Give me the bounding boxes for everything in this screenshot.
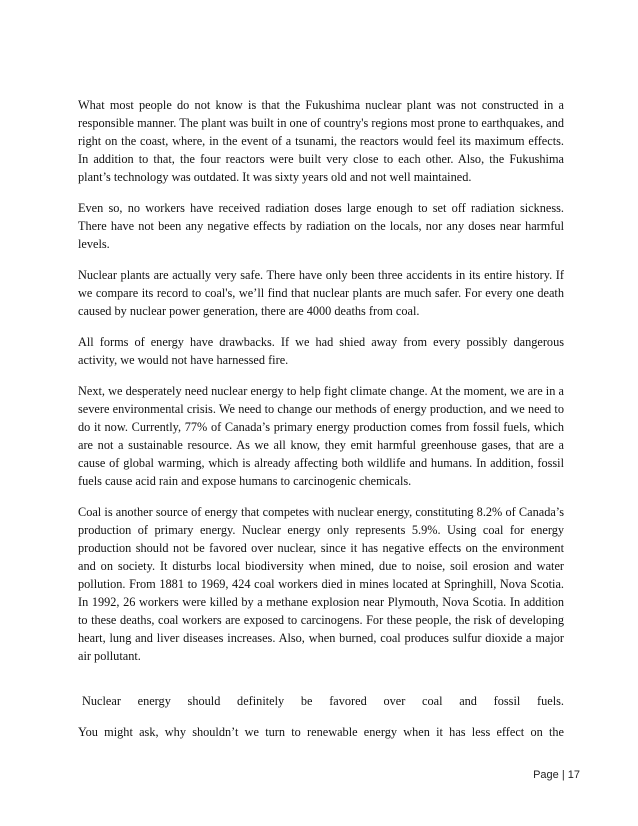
body-text: [78, 96, 564, 754]
paragraph-climate-change: Next, we desperately need nuclear energy to help fight climate change. At the moment, we are in a severe environmental crisis. We need to change our methods of energy production, and we need to do it now. Currently, 77% of Canada’s primary energy production comes from fossil fuels, which are not a sustainable resource. As we all know, they emit harmful greenhouse gases, that are a cause of global warming, which is already affecting both wildlife and humans. In addition, fossil fuels cause acid rain and expose humans to carcinogenic chemicals.: [78, 384, 564, 488]
paragraph-energy-drawbacks: All forms of energy have drawbacks. If we had shied away from every possibly dangerous activity, we would not have harnessed fire.: [78, 335, 564, 367]
paragraph-fukushima-construction: What most people do not know is that the Fukushima nuclear plant was not constructed in a responsible manner. The plant was built in one of country's regions most prone to earthquakes, and right on the coast, where, in the event of a tsunami, the reactors would feel its maximum effects. In addition to that, the four reactors were built very close to each other. Also, the Fukushima plant’s technology was outdated. It was sixty years old and not well maintained.: [78, 98, 564, 184]
paragraph-conclusion: Nuclear energy should definitely be favored over coal and fossil fuels.: [82, 694, 564, 708]
page-number: Page | 17: [533, 769, 580, 781]
paragraph-renewable-question: You might ask, why shouldn’t we turn to renewable energy when it has less effect on the: [78, 725, 564, 739]
paragraph-radiation-doses: Even so, no workers have received radiation doses large enough to set off radiation sickness. There have not been any negative effects by radiation on the locals, nor any doses near harmful levels.: [78, 201, 564, 251]
paragraph-nuclear-safety: Nuclear plants are actually very safe. There have only been three accidents in its entire history. If we compare its record to coal's, we’ll find that nuclear plants are much safer. For every one death caused by nuclear power generation, there are 4000 deaths from coal.: [78, 268, 564, 318]
paragraph-coal-comparison: Coal is another source of energy that competes with nuclear energy, constituting 8.2% of Canada’s production of primary energy. Nuclear energy only represents 5.9%. Using coal for energy production should not be favored over nuclear, since it has negative effects on the environment and on society. It disturbs local biodiversity when mined, due to noise, soil erosion and water pollution. From 1881 to 1969, 424 coal workers died in mines located at Springhill, Nova Scotia. In 1992, 26 workers were killed by a methane explosion near Plymouth, Nova Scotia. In addition to these deaths, coal workers are exposed to carcinogens. For these people, the risk of developing heart, lung and liver diseases increases. Also, when burned, coal produces sulfur dioxide a major air pollutant.: [78, 505, 564, 663]
